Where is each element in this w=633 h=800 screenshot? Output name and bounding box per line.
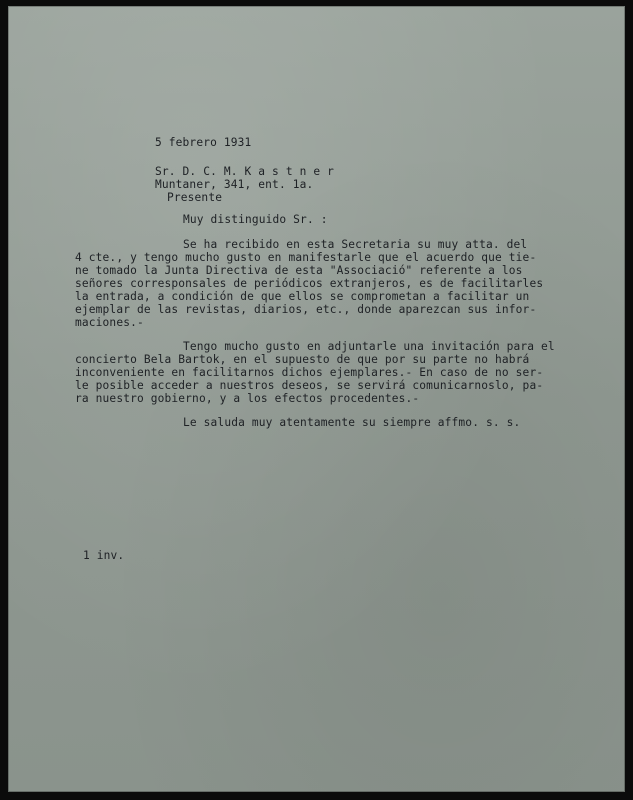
letter-page — [8, 6, 625, 792]
salutation: Muy distinguido Sr. : — [183, 213, 328, 226]
recipient-name: Sr. D. C. M. K a s t n e r — [155, 165, 335, 178]
letter-body — [8, 6, 625, 792]
paragraph2-line: le posible acceder a nuestros deseos, se servirá comunicarnoslo, pa- — [75, 379, 544, 392]
paragraph2-line: Tengo mucho gusto en adjuntarle una invitación para el — [183, 340, 555, 353]
paragraph1-line: ne tomado la Junta Directiva de esta "Associació" referente a los — [75, 264, 523, 277]
paragraph1-line: ejemplar de las revistas, diarios, etc., donde aparezcan sus infor- — [75, 303, 537, 316]
paragraph1-line: la entrada, a condición de que ellos se comprometan a facilitar un — [75, 290, 530, 303]
paragraph2-line: inconveniente en facilitarnos dichos ejemplares.- En caso de no ser- — [75, 366, 544, 379]
paragraph1-line: señores corresponsales de periódicos extranjeros, es de facilitarles — [75, 277, 544, 290]
paragraph2-line: concierto Bela Bartok, en el supuesto de que por su parte no habrá — [75, 353, 530, 366]
paragraph1-line: 4 cte., y tengo mucho gusto en manifestarle que el acuerdo que tie- — [75, 251, 537, 264]
closing: Le saluda muy atentamente su siempre affmo. s. s. — [183, 416, 521, 429]
paragraph1-line: maciones.- — [75, 316, 144, 329]
recipient-presente: Presente — [167, 191, 223, 204]
paragraph2-line: ra nuestro gobierno, y a los efectos procedentes.- — [75, 392, 420, 405]
paragraph1-line: Se ha recibido en esta Secretaria su muy atta. del — [183, 238, 528, 251]
recipient-address: Muntaner, 341, ent. 1a. — [155, 178, 314, 191]
enclosure-note: 1 inv. — [83, 549, 125, 562]
letter-date: 5 febrero 1931 — [155, 136, 252, 149]
